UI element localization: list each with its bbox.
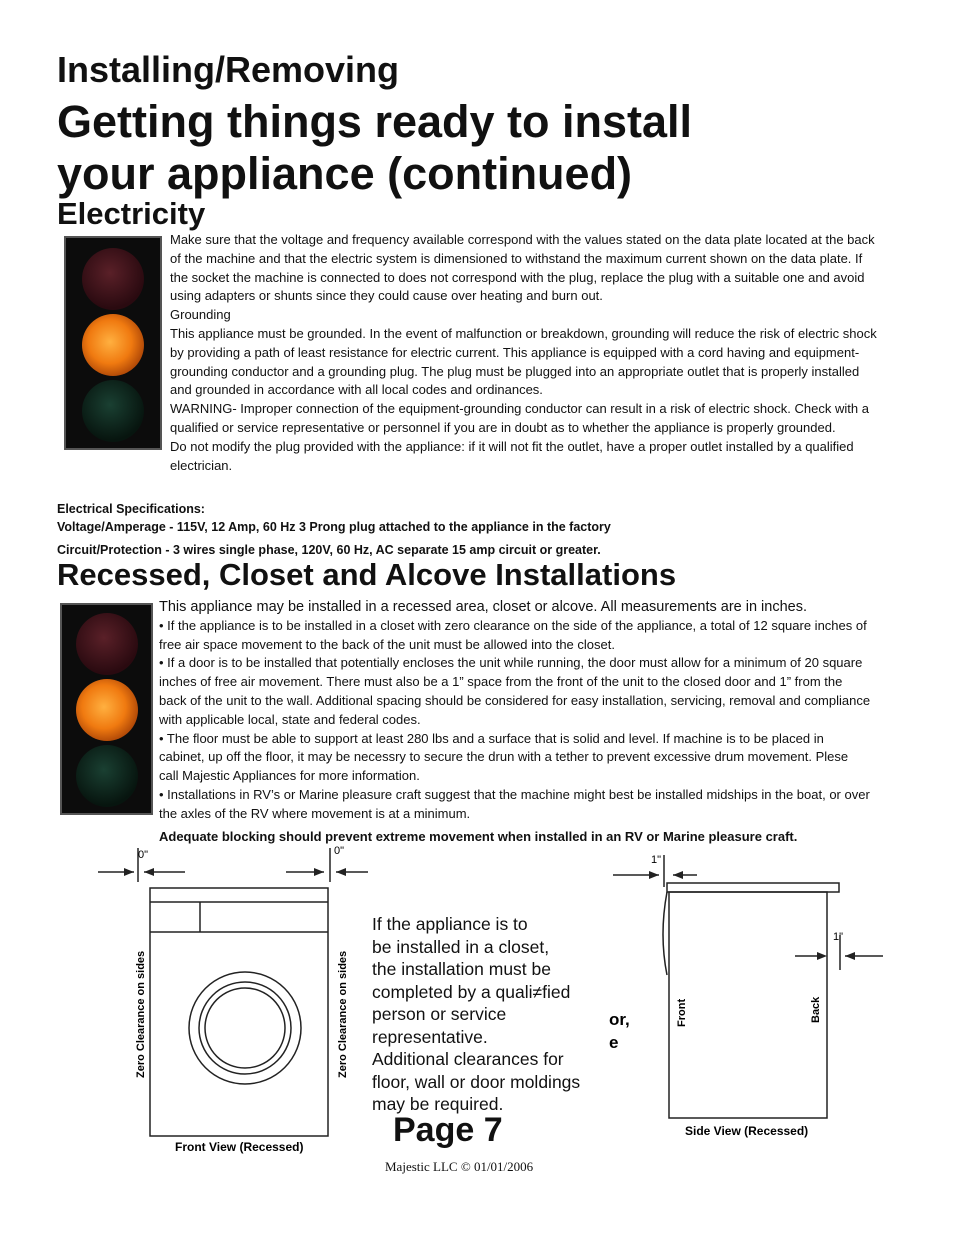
fragment-text: or, (609, 1010, 630, 1029)
page-title-line1: Getting things ready to install (57, 96, 693, 147)
fragment-text: e (609, 1033, 619, 1052)
recessed-bullet: • Installations in RV’s or Marine pleasure craft suggest that the machine might best be installed midships in the boat, or over the axles of the RV where movement is at a minimum. (159, 786, 870, 821)
recessed-intro: This appliance may be installed in a recessed area, closet or alcove. All measurements are in inches. (159, 599, 807, 615)
grounding-label: Grounding (170, 307, 231, 323)
recessed-bold-note: Adequate blocking should prevent extreme movement when installed in an RV or Marine pleasure craft. (159, 828, 798, 844)
side-label-left: Zero Clearance on sides (135, 950, 147, 1078)
traffic-light-image (60, 603, 153, 815)
specs-voltage: Voltage/Amperage - 115V, 12 Amp, 60 Hz 3 Prong plug attached to the appliance in the factory (57, 520, 611, 534)
electricity-text (170, 231, 882, 475)
electricity-paragraph: Do not modify the plug provided with the appliance: if it will not fit the outlet, have a proper outlet installed by a qualified electrician. (170, 438, 854, 473)
electricity-heading: Electricity (57, 196, 206, 231)
side-view-caption: Side View (Recessed) (685, 1124, 809, 1138)
front-label: Front (676, 998, 688, 1027)
closet-note-line: be installed in a closet, (372, 936, 550, 957)
page-title (57, 96, 917, 200)
recessed-text (159, 598, 871, 846)
closet-note-line: person or service (372, 1004, 507, 1024)
red-lamp-icon (82, 248, 144, 310)
recessed-heading: Recessed, Closet and Alcove Installations (57, 557, 677, 592)
clearance-left-label: 0" (138, 849, 149, 861)
closet-note-line: completed by a quali≠fied (372, 981, 571, 1002)
green-lamp-icon (76, 745, 138, 807)
copyright: Majestic LLC © 01/01/2006 (385, 1159, 534, 1174)
closet-note-line: the installation must be (372, 959, 551, 979)
front-view-caption: Front View (Recessed) (175, 1140, 304, 1154)
closet-note-line: If the appliance is to (372, 914, 528, 934)
recessed-bullet: • If a door is to be installed that potentially encloses the unit while running, the door must allow for a minimum of 20 square inches of free air movement. There must also be a 1” space from the front of the unit to the closed door and 1” from the back of the unit to the wall. Additional spacing should be considered for easy installation, servicing, removal and compliance with applicable local, state and federal codes. (159, 655, 871, 727)
top-clearance-label: 1" (651, 854, 662, 866)
electricity-paragraph: Make sure that the voltage and frequency available correspond with the values stated on the data plate located at the back of the machine and that the electric system is dimensioned to withstand the maximum current shown on the data plate. If the socket the machine is connected to does not correspond with the plug, replace the plug with a suitable one and avoid using adapters or shunts since they could cause over heating and burn out. (170, 232, 875, 304)
closet-note-line: floor, wall or door moldings (372, 1071, 581, 1092)
red-lamp-icon (76, 613, 138, 675)
page-title-line2: your appliance (continued) (57, 148, 633, 199)
closet-note-line: Additional clearances for (372, 1049, 564, 1069)
closet-note-line: may be required. (372, 1094, 504, 1114)
recessed-bullet: • The floor must be able to support at least 280 lbs and a surface that is solid and level. If machine is to be placed in cabinet, up off the floor, it may be necessry to secure the drun with a tether to prevent excessive drum movement. Plese call Majestic Appliances for more information. (159, 730, 849, 784)
back-clearance-label: 1" (833, 931, 844, 943)
back-label: Back (810, 996, 822, 1023)
electricity-paragraph: This appliance must be grounded. In the event of malfunction or breakdown, grounding will reduce the risk of electric shock by providing a path of least resistance for electric current. This appliance is equipped with a cord having and equipment-grounding conductor and a grounding plug. The plug must be plugged into an appropriate outlet that is properly installed and grounded in accordance with all local codes and ordinances. (170, 325, 877, 398)
recessed-bullet: • If the appliance is to be installed in a closet with zero clearance on the side of the appliance, a total of 12 square inches of free air space movement to the back of the unit must be allowed into the closet. (159, 617, 867, 652)
warning-paragraph: WARNING- Improper connection of the equipment-grounding conductor can result in a risk of electric shock. Check with a qualified or service representative or personnel if you are in doubt as to whether the appliance is properly grounded. (170, 401, 869, 435)
traffic-light-image (64, 236, 162, 450)
amber-lamp-icon (82, 314, 144, 376)
closet-note-line: representative. (372, 1026, 488, 1047)
closet-note (372, 913, 608, 1116)
amber-lamp-icon (76, 679, 138, 741)
side-label-right: Zero Clearance on sides (337, 950, 349, 1078)
section-title: Installing/Removing (57, 49, 400, 90)
specs-circuit: Circuit/Protection - 3 wires single phase, 120V, 60 Hz, AC separate 15 amp circuit or greater. (57, 543, 601, 557)
green-lamp-icon (82, 380, 144, 442)
front-view-diagram (90, 840, 380, 1160)
side-view-diagram (605, 845, 890, 1145)
clearance-right-label: 0" (334, 845, 345, 857)
specs-heading: Electrical Specifications: (57, 502, 205, 516)
page-number: Page 7 (393, 1111, 503, 1149)
